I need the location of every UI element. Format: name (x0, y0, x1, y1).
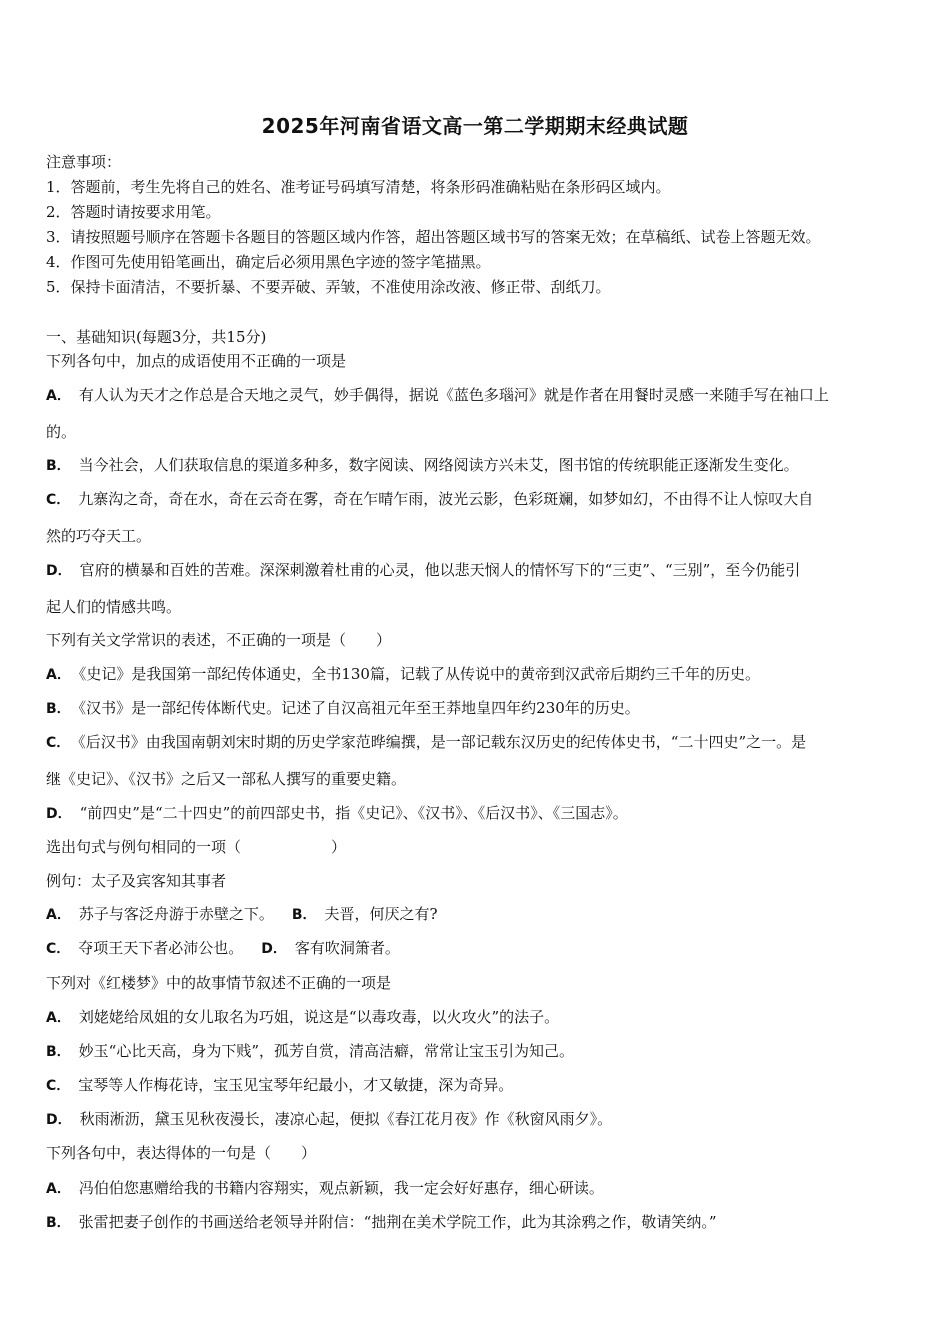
option-a: A． 有人认为天才之作总是合天地之灵气，妙手偶得，据说《蓝色多瑙河》就是作者在用餐时灵感一来随手写在袖口上 (46, 386, 829, 404)
option-b: B． 张雷把妻子创作的书画送给老领导并附信：“拙荆在美术学院工作，此为其涂鸦之作，敬请笑纳。” (46, 1213, 717, 1231)
option-c: 夺项王天下者必沛公也。 (78, 939, 244, 957)
option-d: D． 秋雨淅沥，黛玉见秋夜漫长，凄凉心起，便拟《春江花月夜》作《秋窗风雨夕》。 (46, 1110, 613, 1128)
notice-item: 2．答题时请按要求用笔。 (46, 203, 221, 221)
option-a: A． 《史记》是我国第一部纪传体通史，全书130篇，记载了从传说中的黄帝到汉武帝后期约三千年的历史。 (46, 665, 760, 683)
option-c-continued: 然的巧夺天工。 (46, 527, 152, 545)
option-c: C． 宝琴等人作梅花诗，宝玉见宝琴年纪最小，才又敏捷，深为奇异。 (46, 1076, 514, 1094)
question-stem: 下列各句中，表达得体的一句是（ ） (46, 1144, 317, 1162)
option-c: C． 《后汉书》由我国南朝刘宋时期的历史学家范晔编撰，是一部记载东汉历史的纪传体史书，“二十四史”之一。是 (46, 733, 807, 751)
question-stem: 下列各句中，加点的成语使用不正确的一项是 (46, 352, 347, 370)
option-b: B． 妙玉“心比天高，身为下贱”，孤芳自赏，清高洁癖，常常让宝玉引为知己。 (46, 1042, 575, 1060)
notice-item: 4．作图可先使用铅笔画出，确定后必须用黑色字迹的签字笔描黑。 (46, 253, 491, 271)
option-d: 客有吹洞箫者。 (294, 939, 400, 957)
options-cd: C． 夺项王天下者必沛公也。 D． 客有吹洞箫者。 (46, 939, 400, 957)
option-a: A． 刘姥姥给凤姐的女儿取名为巧姐，说这是“以毒攻毒，以火攻火”的法子。 (46, 1008, 560, 1026)
question-stem: 选出句式与例句相同的一项（ ） (46, 838, 347, 856)
options-ab: A． 苏子与客泛舟游于赤壁之下。 B． 夫晋，何厌之有? (46, 905, 438, 923)
notice-heading: 注意事项： (46, 153, 122, 171)
option-c-continued: 继《史记》、《汉书》之后又一部私人撰写的重要史籍。 (46, 770, 407, 788)
notice-item: 3．请按照题号顺序在答题卡各题目的答题区域内作答，超出答题区域书写的答案无效；在草稿纸、试卷上答题无效。 (46, 228, 821, 246)
option-a: A． 冯伯伯您惠赠给我的书籍内容翔实，观点新颖，我一定会好好惠存，细心研读。 (46, 1179, 604, 1197)
option-d-continued: 起人们的情感共鸣。 (46, 598, 182, 616)
option-b: 夫晋，何厌之有? (324, 905, 438, 923)
option-b: B． 《汉书》是一部纪传体断代史。记述了自汉高祖元年至王莽地皇四年约230年的历史。 (46, 699, 640, 717)
question-stem: 下列有关文学常识的表述，不正确的一项是（ ） (46, 631, 392, 649)
option-d: D． 官府的横暴和百姓的苦难。深深刺激着杜甫的心灵，他以悲天悯人的情怀写下的“三吏”、“三别”，至今仍能引 (46, 561, 801, 579)
question-stem: 下列对《红楼梦》中的故事情节叙述不正确的一项是 (46, 974, 392, 992)
section-heading: 一、基础知识(每题3分，共15分) (46, 328, 267, 346)
option-a-continued: 的。 (46, 423, 77, 441)
option-d: D． “前四史”是“二十四史”的前四部史书，指《史记》、《汉书》、《后汉书》、《三国志》。 (46, 804, 628, 822)
option-a: 苏子与客泛舟游于赤壁之下。 (78, 905, 274, 923)
option-c: C． 九寨沟之奇，奇在水，奇在云奇在雾，奇在乍晴乍雨，波光云影，色彩斑斓，如梦如幻，不由得不让人惊叹大自 (46, 490, 814, 508)
notice-item: 1．答题前，考生先将自己的姓名、准考证号码填写清楚，将条形码准确粘贴在条形码区域内。 (46, 178, 671, 196)
example-sentence: 例句：太子及宾客知其事者 (46, 872, 227, 890)
option-b: B． 当今社会，人们获取信息的渠道多种多，数字阅读、网络阅读方兴未艾，图书馆的传统职能正逐渐发生变化。 (46, 456, 799, 474)
page-title: 2025年河南省语文高一第二学期期末经典试题 (261, 114, 689, 138)
notice-item: 5．保持卡面清洁，不要折暴、不要弄破、弄皱，不准使用涂改液、修正带、刮纸刀。 (46, 278, 611, 296)
